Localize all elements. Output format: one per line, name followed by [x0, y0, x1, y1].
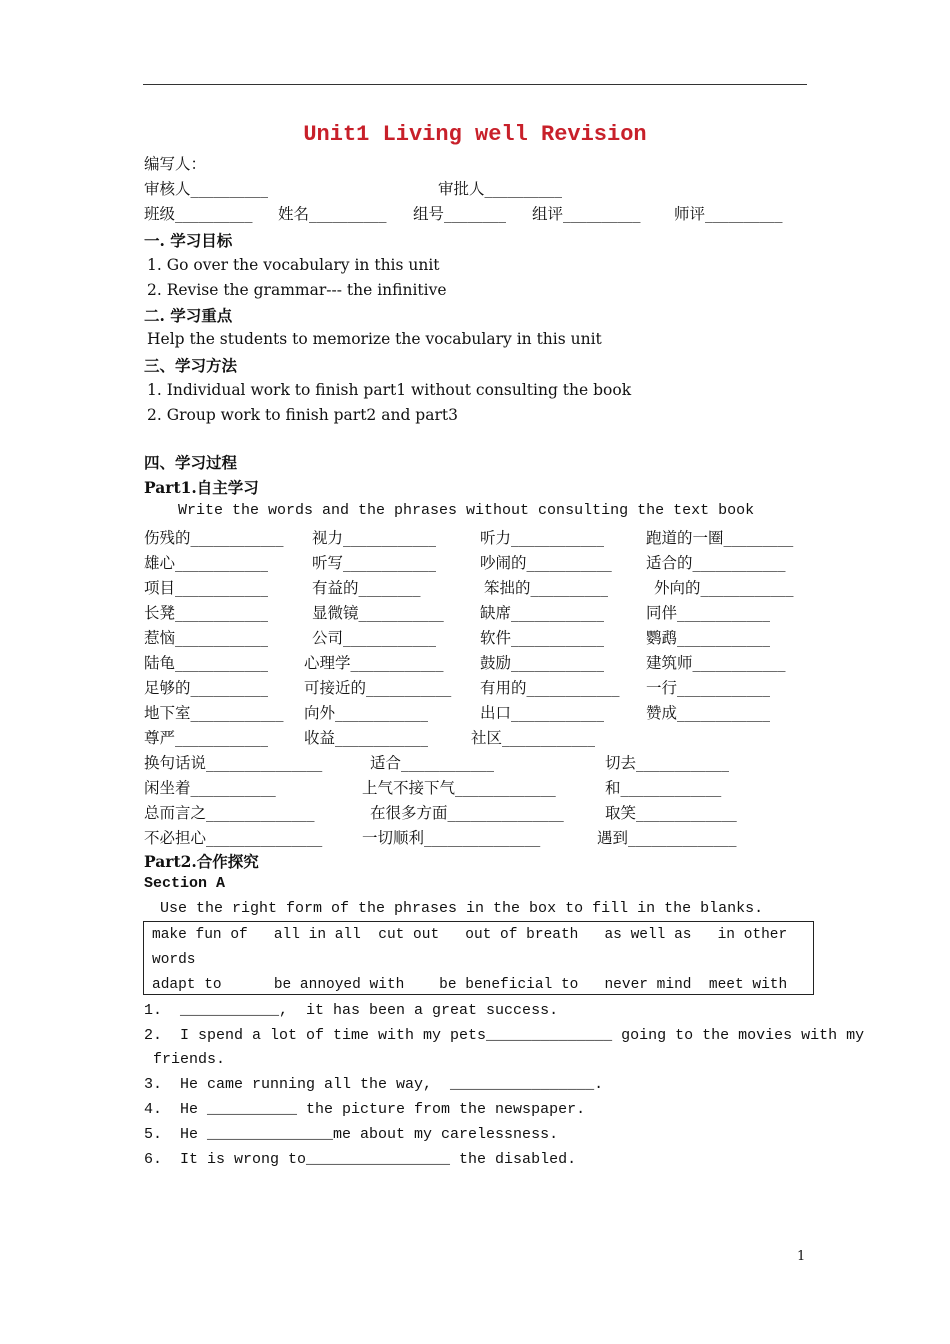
vocab-cell: 伤残的____________	[144, 529, 284, 547]
phrase-cell: 适合____________	[370, 754, 495, 772]
writer-label: 编写人：	[144, 155, 207, 173]
vocab-cell: 社区____________	[471, 729, 596, 747]
part1-instruction: Write the words and the phrases without consulting the text book	[178, 502, 755, 519]
phrase-cell: 闲坐着___________	[144, 779, 276, 797]
vocab-cell: 视力____________	[312, 529, 437, 547]
vocab-cell: 笨拙的__________	[484, 579, 609, 597]
method-item: 2. Group work to finish part2 and part3	[147, 406, 458, 424]
vocab-cell: 向外____________	[304, 704, 429, 722]
phrase-cell: 总而言之______________	[144, 804, 315, 822]
vocab-cell: 足够的__________	[144, 679, 269, 697]
vocab-cell: 鹦鹉____________	[646, 629, 771, 647]
vocab-cell: 惹恼____________	[144, 629, 269, 647]
question-item: 2. I spend a lot of time with my pets______________ going to the movies with my	[144, 1027, 865, 1044]
part1-heading: Part1.自主学习	[144, 478, 259, 497]
question-item: 4. He __________ the picture from the newspaper.	[144, 1101, 586, 1118]
phrase-cell: 上气不接下气_____________	[362, 779, 556, 797]
section-a-heading: Section A	[144, 875, 226, 892]
phrase-cell: 遇到______________	[597, 829, 737, 847]
question-item: 5. He ______________me about my carelessness.	[144, 1126, 559, 1143]
group-eval-field: 组评__________	[532, 205, 641, 223]
part2-heading: Part2.合作探究	[144, 852, 259, 871]
vocab-cell: 收益____________	[304, 729, 429, 747]
vocab-cell: 吵闹的___________	[480, 554, 612, 572]
vocab-cell: 听写____________	[312, 554, 437, 572]
vocab-cell: 出口____________	[480, 704, 605, 722]
phrase-cell: 不必担心_______________	[144, 829, 323, 847]
box-line: make fun of all in all cut out out of breath as well as in other	[152, 927, 788, 943]
goal-item: 1. Go over the vocabulary in this unit	[147, 256, 440, 274]
phrase-cell: 一切顺利_______________	[362, 829, 541, 847]
phrase-cell: 切去____________	[605, 754, 730, 772]
vocab-cell: 尊严____________	[144, 729, 269, 747]
goals-heading: 一. 学习目标	[144, 231, 233, 250]
question-item: friends.	[144, 1051, 226, 1068]
method-heading: 三、学习方法	[144, 356, 238, 375]
vocab-cell: 赞成____________	[646, 704, 771, 722]
vocab-cell: 长凳____________	[144, 604, 269, 622]
vocab-cell: 鼓励____________	[480, 654, 605, 672]
goal-item: 2. Revise the grammar--- the infinitive	[147, 281, 447, 299]
question-item: 3. He came running all the way, ________________.	[144, 1076, 604, 1093]
teacher-eval-field: 师评__________	[674, 205, 783, 223]
phrase-cell: 和_____________	[605, 779, 722, 797]
vocab-cell: 可接近的___________	[304, 679, 452, 697]
box-line: adapt to be annoyed with be beneficial to never mind meet with	[152, 977, 788, 993]
vocab-cell: 缺席____________	[480, 604, 605, 622]
vocab-cell: 有益的________	[312, 579, 421, 597]
section-a-instruction: Use the right form of the phrases in the box to fill in the blanks.	[160, 900, 764, 917]
page-number: 1	[797, 1249, 806, 1264]
vocab-cell: 项目____________	[144, 579, 269, 597]
vocab-cell: 心理学____________	[304, 654, 444, 672]
group-no-field: 组号________	[413, 205, 507, 223]
vocab-cell: 外向的____________	[654, 579, 794, 597]
question-item: 6. It is wrong to________________ the disabled.	[144, 1151, 577, 1168]
vocab-cell: 建筑师____________	[646, 654, 786, 672]
focus-item: Help the students to memorize the vocabulary in this unit	[147, 330, 602, 348]
vocab-cell: 跑道的一圈_________	[646, 529, 794, 547]
header-rule	[143, 84, 807, 85]
page-title: Unit1 Living well Revision	[303, 122, 647, 147]
vocab-cell: 公司____________	[312, 629, 437, 647]
box-line: words	[152, 952, 196, 968]
vocab-cell: 软件____________	[480, 629, 605, 647]
class-field: 班级__________	[144, 205, 253, 223]
vocab-cell: 适合的____________	[646, 554, 786, 572]
vocab-cell: 听力____________	[480, 529, 605, 547]
vocab-cell: 地下室____________	[144, 704, 284, 722]
reviewer-field: 审核人__________	[144, 180, 269, 198]
question-item: 1. ___________, it has been a great success.	[144, 1002, 559, 1019]
vocab-cell: 一行____________	[646, 679, 771, 697]
vocab-cell: 陆龟____________	[144, 654, 269, 672]
approver-field: 审批人__________	[438, 180, 563, 198]
vocab-cell: 显微镜___________	[312, 604, 444, 622]
vocab-cell: 雄心____________	[144, 554, 269, 572]
vocab-cell: 同伴____________	[646, 604, 771, 622]
phrase-cell: 取笑_____________	[605, 804, 737, 822]
phrase-cell: 在很多方面_______________	[370, 804, 564, 822]
phrase-cell: 换句话说_______________	[144, 754, 323, 772]
vocab-cell: 有用的____________	[480, 679, 620, 697]
process-heading: 四、学习过程	[144, 453, 238, 472]
method-item: 1. Individual work to finish part1 without consulting the book	[147, 381, 632, 399]
focus-heading: 二. 学习重点	[144, 306, 233, 325]
name-field: 姓名__________	[278, 205, 387, 223]
